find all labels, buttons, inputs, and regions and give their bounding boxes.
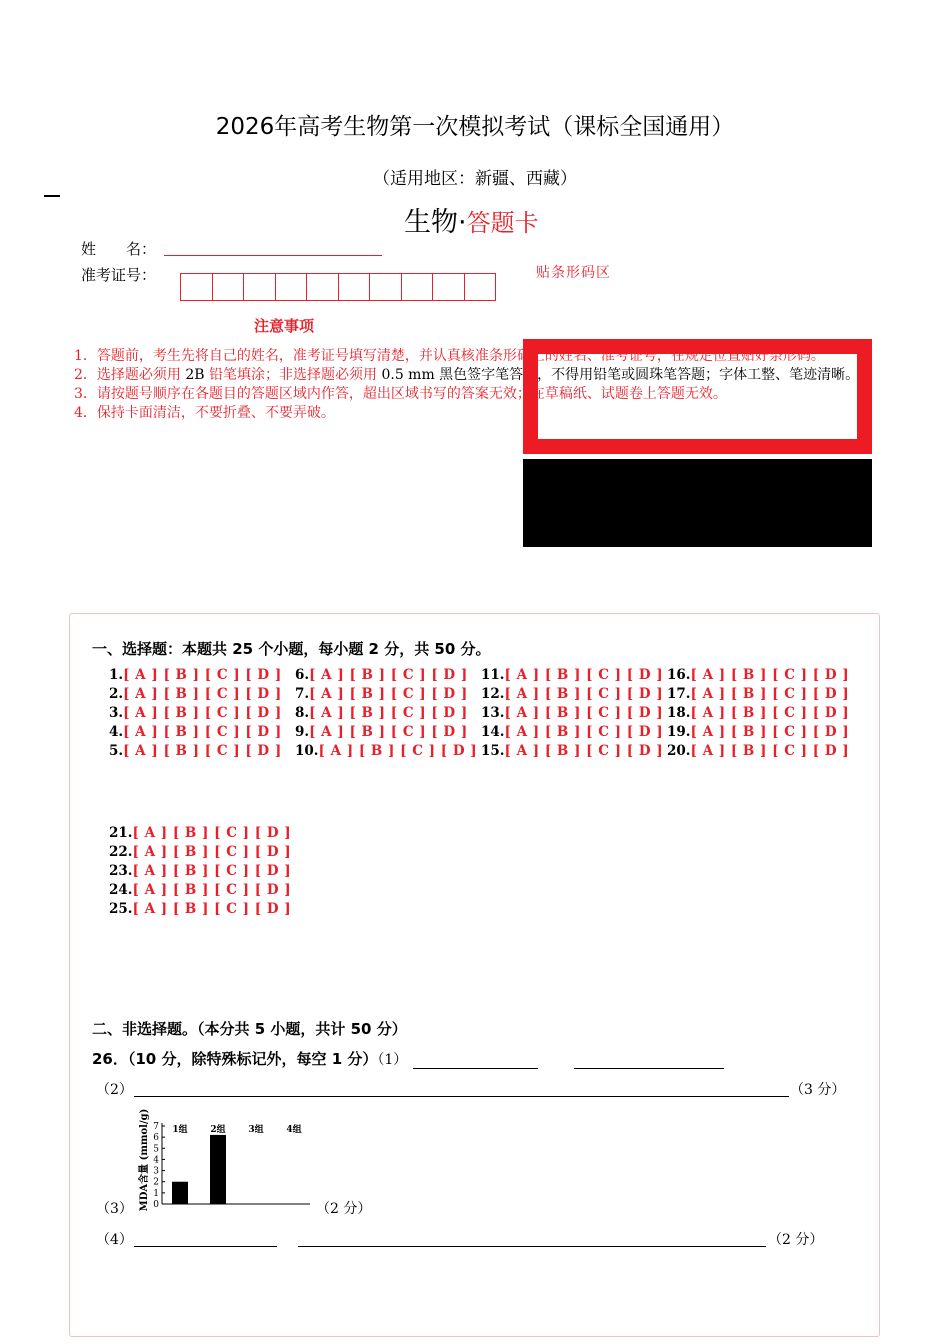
question-number: 23. <box>109 863 133 879</box>
mcq-question <box>481 704 663 723</box>
question-number: 11. <box>481 667 505 683</box>
answer-options[interactable]: [ A ] [ B ] [ C ] [ D ] <box>504 743 664 759</box>
mcq-question <box>481 666 663 685</box>
y-tick-label: 3 <box>153 1166 159 1177</box>
answer-options[interactable]: [ A ] [ B ] [ C ] [ D ] <box>318 743 478 759</box>
notice-item-3: 3．请按题号顺序在各题目的答题区域内作答，超出区域书写的答案无效；在草稿纸、试题卷上答题无效。 <box>74 386 727 402</box>
question-number: 24. <box>109 882 133 898</box>
mcq-question <box>295 723 468 742</box>
answer-options[interactable]: [ A ] [ B ] [ C ] [ D ] <box>309 724 468 740</box>
question-number: 8. <box>295 705 310 721</box>
id-digit-box[interactable] <box>401 273 434 301</box>
chart-ylabel: MDA含量 (mmol/g) <box>139 1108 150 1212</box>
id-digit-box[interactable] <box>306 273 339 301</box>
q26-part1-blank-b[interactable] <box>574 1052 724 1069</box>
question-number: 6. <box>295 667 310 683</box>
pencil-type: 2B <box>185 367 205 383</box>
mcq-question <box>109 843 291 862</box>
question-number: 21. <box>109 825 133 841</box>
mcq-question <box>109 900 291 919</box>
barcode-area-label: 贴条形码区 <box>536 265 611 281</box>
mcq-question <box>109 881 291 900</box>
redacted-block <box>523 459 872 547</box>
y-tick-label: 7 <box>153 1122 159 1132</box>
question-number: 15. <box>481 743 505 759</box>
question-number: 16. <box>667 667 691 683</box>
answer-options[interactable]: [ A ] [ B ] [ C ] [ D ] <box>504 705 664 721</box>
q26-line <box>92 1048 724 1069</box>
question-number: 18. <box>667 705 691 721</box>
id-digit-box[interactable] <box>212 273 245 301</box>
id-digit-box[interactable] <box>432 273 465 301</box>
pen-size: 0.5 mm <box>381 367 435 383</box>
question-number: 19. <box>667 724 691 740</box>
notice-item-4: 4．保持卡面清洁，不要折叠、不要弄破。 <box>74 405 335 421</box>
mcq-question <box>109 742 282 761</box>
answer-options[interactable]: [ A ] [ B ] [ C ] [ D ] <box>132 844 292 860</box>
q26-part4-blank-b[interactable] <box>298 1230 766 1247</box>
chart-bar <box>210 1135 226 1204</box>
q26-part4-label: （4） <box>96 1232 133 1248</box>
answer-options[interactable]: [ A ] [ B ] [ C ] [ D ] <box>690 705 850 721</box>
card-name: 答题卡 <box>466 209 539 237</box>
q26-part4-blank-a[interactable] <box>134 1230 277 1247</box>
mcq-question <box>295 742 477 761</box>
question-number: 17. <box>667 686 691 702</box>
section1-heading: 一、选择题：本题共 25 个小题，每小题 2 分，共 50 分。 <box>92 640 491 658</box>
question-number: 3. <box>109 705 124 721</box>
question-number: 25. <box>109 901 133 917</box>
answer-options[interactable]: [ A ] [ B ] [ C ] [ D ] <box>132 825 292 841</box>
question-number: 20. <box>667 743 691 759</box>
category-label: 2组 <box>210 1125 226 1135</box>
notice-item-2-part: 2．选择题必须用 <box>74 367 186 383</box>
id-digit-box[interactable] <box>464 273 497 301</box>
answer-options[interactable]: [ A ] [ B ] [ C ] [ D ] <box>132 882 292 898</box>
category-label: 3组 <box>248 1125 264 1135</box>
mcq-question <box>109 704 282 723</box>
answer-options[interactable]: [ A ] [ B ] [ C ] [ D ] <box>309 686 468 702</box>
answer-options[interactable]: [ A ] [ B ] [ C ] [ D ] <box>132 901 292 917</box>
id-digit-box[interactable] <box>369 273 402 301</box>
notice-item-2-part: 铅笔填涂；非选择题必须用 <box>204 367 382 383</box>
name-field[interactable] <box>164 255 382 256</box>
category-label: 4组 <box>286 1125 302 1135</box>
answer-options[interactable]: [ A ] [ B ] [ C ] [ D ] <box>132 863 292 879</box>
y-tick-label: 5 <box>153 1144 159 1155</box>
mcq-question <box>667 666 849 685</box>
y-tick-label: 0 <box>153 1200 159 1210</box>
mcq-question <box>667 704 849 723</box>
answer-options[interactable]: [ A ] [ B ] [ C ] [ D ] <box>504 686 664 702</box>
mcq-question <box>667 723 849 742</box>
barcode-sticker-box <box>523 339 872 454</box>
question-number: 7. <box>295 686 310 702</box>
id-digit-box[interactable] <box>275 273 308 301</box>
y-tick-label: 1 <box>153 1188 159 1199</box>
answer-options[interactable]: [ A ] [ B ] [ C ] [ D ] <box>690 667 850 683</box>
page-subtitle: （适用地区：新疆、西藏） <box>373 169 577 189</box>
mcq-question <box>109 723 282 742</box>
mcq-question <box>109 824 291 843</box>
section2-heading: 二、非选择题。（本分共 5 小题，共计 50 分） <box>92 1020 407 1038</box>
mcq-question <box>481 685 663 704</box>
q26-part3-score: （2 分） <box>316 1201 372 1217</box>
answer-options[interactable]: [ A ] [ B ] [ C ] [ D ] <box>690 743 850 759</box>
notice-title: 注意事项 <box>254 317 315 335</box>
question-number: 10. <box>295 743 319 759</box>
answer-options[interactable]: [ A ] [ B ] [ C ] [ D ] <box>309 705 468 721</box>
mda-chart <box>130 1105 320 1215</box>
subject-heading <box>404 200 539 239</box>
page-title: 2026年高考生物第一次模拟考试（课标全国通用） <box>215 114 735 140</box>
question-number: 22. <box>109 844 133 860</box>
answer-options[interactable]: [ A ] [ B ] [ C ] [ D ] <box>690 686 850 702</box>
mcq-question <box>295 704 468 723</box>
mcq-question <box>109 666 282 685</box>
id-number-boxes[interactable] <box>181 273 496 301</box>
question-number: 2. <box>109 686 124 702</box>
q26-title: 26．（10 分，除特殊标记外，每空 1 分） <box>92 1050 378 1068</box>
question-number: 9. <box>295 724 310 740</box>
answer-options[interactable]: [ A ] [ B ] [ C ] [ D ] <box>123 667 282 683</box>
answer-options[interactable]: [ A ] [ B ] [ C ] [ D ] <box>309 667 468 683</box>
q26-part2-score: （3 分） <box>790 1082 846 1098</box>
question-number: 4. <box>109 724 124 740</box>
subject-name: 生物 <box>404 207 458 238</box>
chart-bar <box>172 1182 188 1204</box>
mcq-question <box>481 742 663 761</box>
mcq-question <box>295 666 468 685</box>
y-tick-label: 2 <box>153 1177 159 1188</box>
question-number: 12. <box>481 686 505 702</box>
question-number: 1. <box>109 667 124 683</box>
q26-part4-score: （2 分） <box>768 1232 824 1248</box>
mcq-question <box>109 685 282 704</box>
q26-part1-label: （1） <box>377 1052 408 1068</box>
answer-options[interactable]: [ A ] [ B ] [ C ] [ D ] <box>504 667 664 683</box>
notice-item-2-part: 黑色签字笔答题，不得用铅笔或圆珠笔答题；字体工整、笔迹清晰。 <box>434 367 860 383</box>
notice-item-1: 1．答题前，考生先将自己的姓名，准考证号填写清楚，并认真核准条形码上的姓名、准考证号，在规定位置贴好条形码。 <box>74 348 825 364</box>
q26-part3-label: （3） <box>96 1201 133 1217</box>
name-label: 姓 名： <box>81 240 157 258</box>
corner-mark <box>44 195 60 197</box>
answer-options[interactable]: [ A ] [ B ] [ C ] [ D ] <box>123 686 282 702</box>
id-digit-box[interactable] <box>243 273 276 301</box>
answer-options[interactable]: [ A ] [ B ] [ C ] [ D ] <box>504 724 664 740</box>
mcq-question <box>109 862 291 881</box>
answer-options[interactable]: [ A ] [ B ] [ C ] [ D ] <box>123 724 282 740</box>
question-number: 14. <box>481 724 505 740</box>
mcq-question <box>295 685 468 704</box>
question-number: 5. <box>109 743 124 759</box>
q26-part2-label: （2） <box>96 1082 133 1098</box>
answer-options[interactable]: [ A ] [ B ] [ C ] [ D ] <box>123 743 282 759</box>
id-label: 准考证号： <box>81 266 157 284</box>
question-number: 13. <box>481 705 505 721</box>
subject-dot: · <box>458 207 467 238</box>
category-label: 1组 <box>172 1125 188 1135</box>
mcq-question <box>481 723 663 742</box>
q26-part1-blank-a[interactable] <box>413 1052 538 1069</box>
mcq-question <box>667 685 849 704</box>
y-tick-label: 4 <box>153 1155 159 1166</box>
id-digit-box[interactable] <box>338 273 371 301</box>
q26-part2-blank[interactable] <box>134 1080 789 1097</box>
mcq-question <box>667 742 849 761</box>
answer-options[interactable]: [ A ] [ B ] [ C ] [ D ] <box>123 705 282 721</box>
answer-options[interactable]: [ A ] [ B ] [ C ] [ D ] <box>690 724 850 740</box>
id-digit-box[interactable] <box>180 273 213 301</box>
y-tick-label: 6 <box>153 1133 159 1144</box>
